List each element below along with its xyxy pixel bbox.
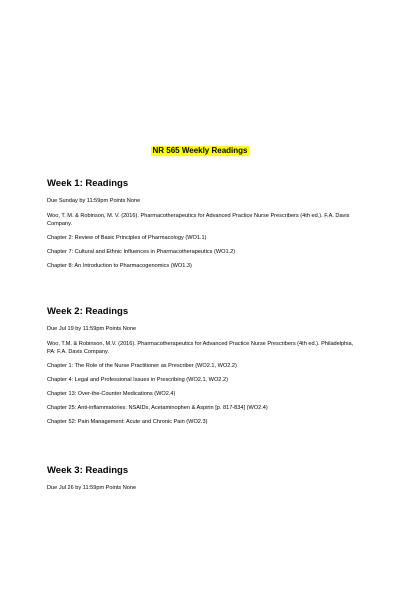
reading-item: Chapter 1: The Role of the Nurse Practitioner as Prescriber (WO2.1, WO2.2) [47,363,237,369]
due-line: Due Jul 26 by 11:59pm Points None [47,485,137,491]
due-line: Due Sunday by 11:59pm Points None [47,198,141,204]
reading-citation: Woo, T.M. & Robinson, M.V. (2016). Pharmacotherapeutics for Advanced Practice Nurse Prescribers (4th ed.). Philadelphia, PA: F.A. Davis Company. [47,341,354,355]
reading-item: Chapter 25: Anti-inflammatories: NSAIDs, Acetaminophen & Aspirin [p. 817-834] (WO2.4) [47,405,268,411]
week-section-2 [47,306,367,432]
reading-citation: Woo, T. M. & Robinson, M. V. (2016). Pharmacotherapeutics for Advanced Practice Nurse Prescribers (4th ed.). F.A. Davis Company. [47,213,350,227]
document-title: NR 565 Weekly Readings [152,146,248,155]
reading-item: Chapter 7: Cultural and Ethnic Influences in Pharmacotherapeutics (WO1.2) [47,249,236,255]
reading-item: Chapter 52: Pain Management: Acute and Chronic Pain (WO2.3) [47,419,208,425]
reading-item: Chapter 2: Review of Basic Principles of Pharmacology (WO1.1) [47,235,207,241]
reading-item: Chapter 8: An Introduction to Pharmacogenomics (WO1.3) [47,263,192,269]
week-section-1 [47,178,367,276]
week-heading: Week 2: Readings [47,306,129,317]
due-line: Due Jul 19 by 11:59pm Points None [47,326,137,332]
week-section-3 [47,465,367,499]
reading-item: Chapter 4: Legal and Professional Issues in Prescribing (WO2.1, WO2.2) [47,377,228,383]
week-heading: Week 1: Readings [47,178,129,189]
title-wrapper [0,140,400,158]
week-heading: Week 3: Readings [47,465,129,476]
reading-item: Chapter 13: Over-the-Counter Medications (WO2.4) [47,391,176,397]
